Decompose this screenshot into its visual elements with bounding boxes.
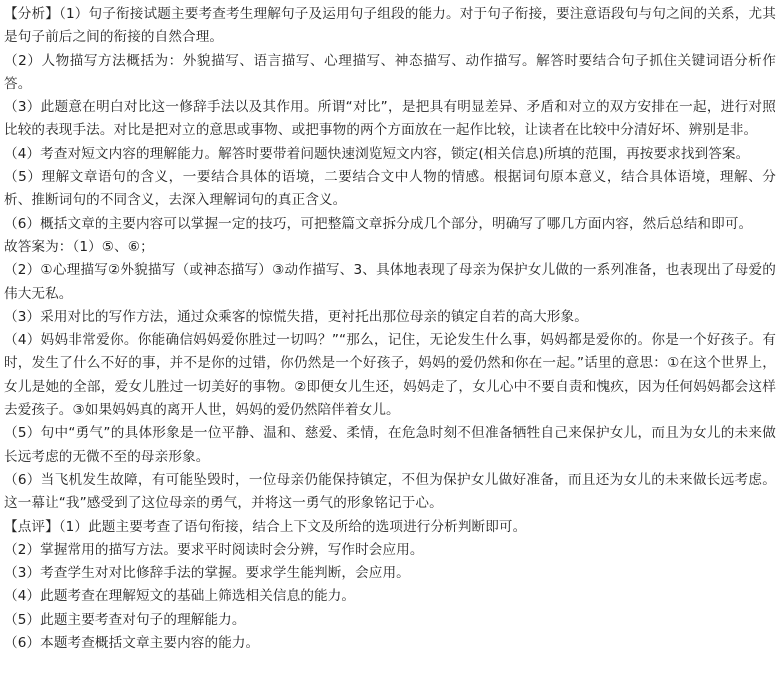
answer-paragraph-3: （3）采用对比的写作方法，通过众乘客的惊慌失措，更衬托出那位母亲的镇定自若的高大形象。 <box>4 308 588 325</box>
answer-paragraph-4: （4）妈妈非常爱你。你能确信妈妈爱你胜过一切吗？”“那么，记住，无论发生什么事，妈妈都是爱你的。你是一个好孩子。有时，发生了什么不好的事，并不是你的过错，你仍然是一个好孩子，妈妈的爱仍然和你在一起。”话里的意思：①在这个世界上，女儿是她的全部，爱女儿胜过一切美好的事物。②即便女儿生还，妈妈走了，女儿心中不要自责和愧疚，因为任何妈妈都会这样去爱孩子。③如果妈妈真的离开人世，妈妈的爱仍然陪伴着女儿。 <box>4 332 776 419</box>
analysis-paragraph-5: （5）理解文章语句的含义，一要结合具体的语境，二要结合文中人物的情感。根据词句原本意义，结合具体语境，理解、分析、推断词句的不同含义，去深入理解词句的真正含义。 <box>4 169 776 209</box>
comment-paragraph-6: （6）本题考查概括文章主要内容的能力。 <box>4 635 260 652</box>
answer-line-1: 故答案为：（1）⑤、⑥； <box>4 238 154 255</box>
comment-paragraph-4: （4）此题考查在理解短文的基础上筛选相关信息的能力。 <box>4 588 356 605</box>
comment-paragraph-3: （3）考查学生对对比修辞手法的掌握。要求学生能判断，会应用。 <box>4 565 410 582</box>
answer-paragraph-6: （6）当飞机发生故障，有可能坠毁时，一位母亲仍能保持镇定，不但为保护女儿做好准备，而且还为女儿的未来做长远考虑。这一幕让“我”感受到了这位母亲的勇气，并将这一勇气的形象铭记于心。 <box>4 471 776 512</box>
answer-paragraph-5: （5）句中“勇气”的具体形象是一位平静、温和、慈爱、柔情，在危急时刻不但准备牺牲自己来保护女儿，而且为女儿的未来做长远考虑的无微不至的母亲形象。 <box>4 425 776 465</box>
comment-paragraph-1: 【点评】（1）此题主要考查了语句衔接，结合上下文及所给的选项进行分析判断即可。 <box>4 518 527 535</box>
analysis-paragraph-2: （2）人物描写方法概括为：外貌描写、语言描写、心理描写、神态描写、动作描写。解答时要结合句子抓住关键词语分析作答。 <box>4 52 776 92</box>
analysis-paragraph-3: （3）此题意在明白对比这一修辞手法以及其作用。所谓“对比”，是把具有明显差异、矛盾和对立的双方安排在一起，进行对照比较的表现手法。对比是把对立的意思或事物、或把事物的两个方面放在一起作比较，让读者在比较中分清好坏、辨别是非。 <box>4 99 776 139</box>
comment-paragraph-5: （5）此题主要考查对句子的理解能力。 <box>4 611 246 628</box>
analysis-paragraph-4: （4）考查对短文内容的理解能力。解答时要带着问题快速浏览短文内容，锁定(相关信息)所填的范围，再按要求找到答案。 <box>4 145 750 162</box>
analysis-paragraph-6: （6）概括文章的主要内容可以掌握一定的技巧，可把整篇文章拆分成几个部分，明确写了哪几方面内容，然后总结和即可。 <box>4 215 753 232</box>
answer-paragraph-2: （2）①心理描写②外貌描写（或神态描写）③动作描写、3、具体地表现了母亲为保护女儿做的一系列准备，也表现出了母爱的伟大无私。 <box>4 262 776 302</box>
analysis-paragraph-1: 【分析】（1）句子衔接试题主要考查考生理解句子及运用句子组段的能力。对于句子衔接，要注意语段句与句之间的关系，尤其是句子前后之间的衔接的自然合理。 <box>4 6 776 46</box>
comment-paragraph-2: （2）掌握常用的描写方法。要求平时阅读时会分辨，写作时会应用。 <box>4 541 424 558</box>
